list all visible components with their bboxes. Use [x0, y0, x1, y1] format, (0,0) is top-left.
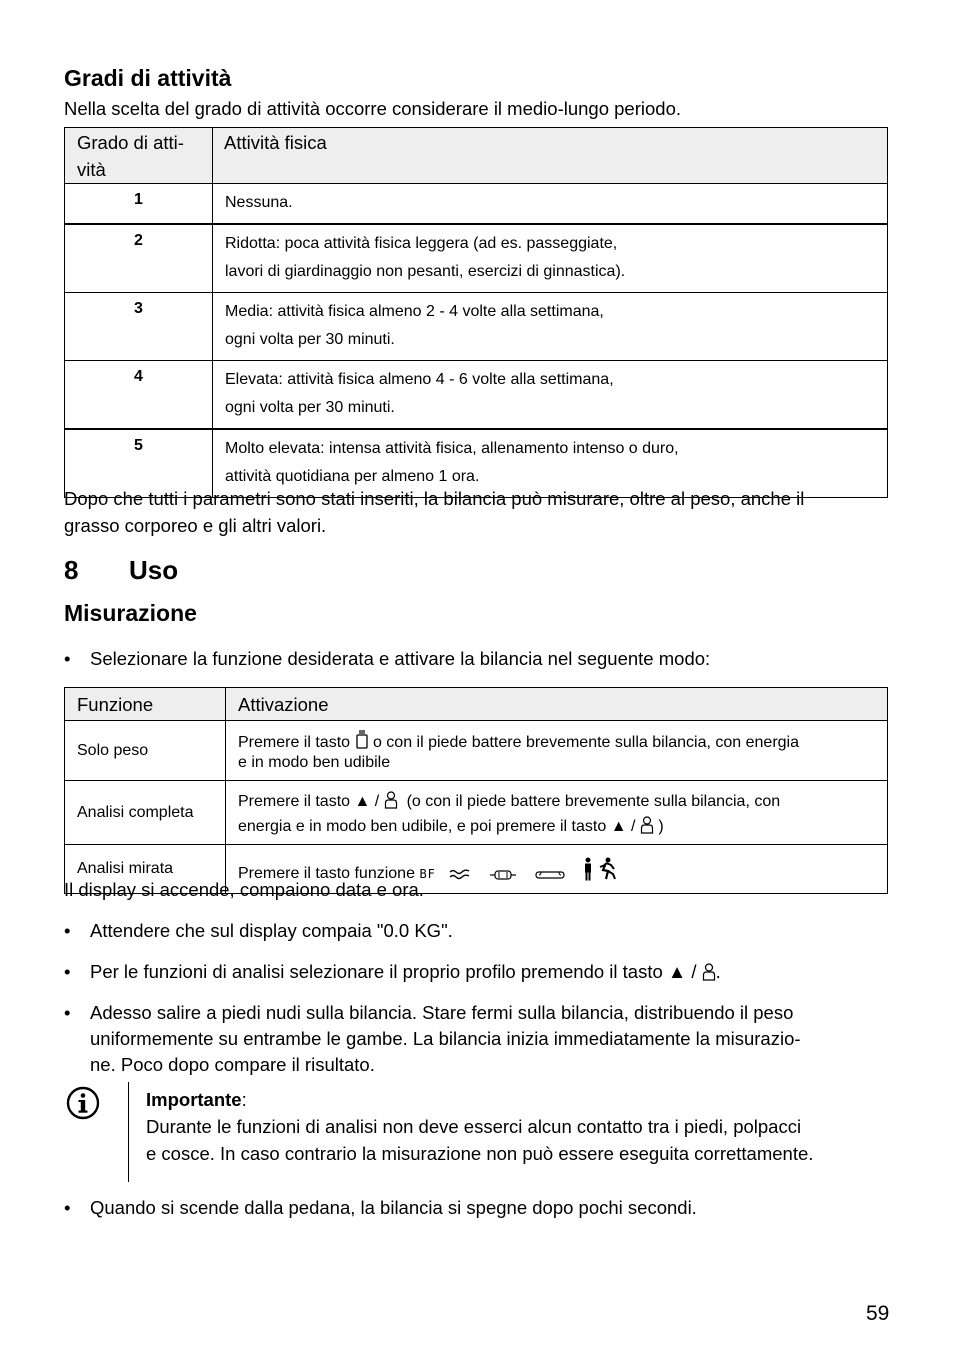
water-icon: [449, 867, 471, 881]
activity-cell: Ridotta: poca attività fisica leggera (ad es. passeggiate, lavori di giardinaggio non pesanti, esercizi di ginnastica).: [213, 224, 888, 293]
bullet-dot: •: [64, 920, 71, 941]
header-grade: Grado di atti- vità: [65, 128, 213, 184]
table-row: [65, 781, 888, 845]
header-activity: Attività fisica: [213, 128, 888, 184]
bullet-dot: •: [64, 1002, 71, 1023]
function-table: [64, 687, 888, 894]
scale-button-icon: [355, 730, 369, 750]
grade-cell: 3: [65, 293, 213, 361]
notice-line: Durante le funzioni di analisi non deve esserci alcun contatto tra i piedi, polpacci: [146, 1116, 802, 1137]
list-item: • Quando si scende dalla pedana, la bilancia si spegne dopo pochi secondi.: [64, 1195, 888, 1221]
user-profile-icon: [640, 816, 654, 834]
list-item: • Adesso salire a piedi nudi sulla bilancia. Stare fermi sulla bilancia, distribuendo il peso uniformemente su entrambe le gambe. La bilancia inizia immediatamente la misurazio- ne. Poco dopo compare il risultato.: [64, 1002, 801, 1075]
running-icon: [597, 857, 617, 881]
function-cell: Analisi completa: [65, 781, 226, 845]
user-profile-icon: [384, 791, 398, 809]
chapter-title: Uso: [129, 555, 179, 585]
user-profile-icon: [702, 963, 716, 981]
bullet-dot: •: [64, 648, 71, 669]
info-icon: [66, 1086, 100, 1120]
muscle-icon: [489, 869, 517, 881]
activity-intro: Nella scelta del grado di attività occorre considerare il medio-lungo periodo.: [64, 98, 681, 119]
subsection-heading: Misurazione: [64, 600, 197, 626]
header-function: Funzione: [65, 688, 226, 721]
grade-cell: 4: [65, 361, 213, 430]
activity-cell: Nessuna.: [213, 184, 888, 225]
table-row: [65, 721, 888, 781]
grade-cell: 1: [65, 184, 213, 225]
bone-icon: [535, 869, 565, 881]
list-item: • Per le funzioni di analisi selezionare il proprio profilo premendo il tasto ▲ / .: [64, 959, 888, 985]
table-row: [65, 184, 888, 225]
activity-cell: Molto elevata: intensa attività fisica, allenamento intenso o duro, attività quotidiana per almeno 1 ora.: [213, 429, 888, 498]
table-row: [65, 293, 888, 361]
table-row: [65, 224, 888, 293]
list-item: • Attendere che sul display compaia "0.0 KG".: [64, 918, 888, 944]
table-row: [65, 361, 888, 430]
list-item: • Selezionare la funzione desiderata e attivare la bilancia nel seguente modo:: [64, 646, 888, 672]
function-cell: Analisi mirata: [65, 845, 226, 894]
notice-box: Importante: Durante le funzioni di analisi non deve esserci alcun contatto tra i piedi, polpacci e cosce. In caso contrario la misurazione non può essere eseguita correttamente.: [146, 1089, 814, 1164]
notice-divider: [128, 1082, 129, 1182]
activity-table-header: [65, 128, 888, 184]
notice-line: e cosce. In caso contrario la misurazione non può essere eseguita correttamente.: [146, 1143, 814, 1164]
display-text: Il display si accende, compaiono data e ora.: [64, 879, 424, 900]
chapter-number: 8: [64, 555, 79, 585]
grade-cell: 5: [65, 429, 213, 498]
bullet-dot: •: [64, 1197, 71, 1218]
function-cell: Solo peso: [65, 721, 226, 781]
activity-table: [64, 127, 888, 498]
person-icon: [583, 857, 593, 881]
activation-cell: Premere il tasto o con il piede battere brevemente sulla bilancia, con energia e in modo ben udibile: [226, 721, 888, 781]
header-activation: Attivazione: [226, 688, 888, 721]
bf-label: BF: [419, 867, 436, 881]
activity-cell: Media: attività fisica almeno 2 - 4 volte alla settimana, ogni volta per 30 minuti.: [213, 293, 888, 361]
function-table-header: [65, 688, 888, 721]
after-table-text: Dopo che tutti i parametri sono stati inseriti, la bilancia può misurare, oltre al peso, anche il grasso corporeo e gli altri valori.: [64, 488, 805, 536]
page-number: 59: [866, 1302, 890, 1325]
activation-cell: Premere il tasto funzione BF: [226, 845, 888, 894]
notice-title: Importante: [146, 1089, 242, 1110]
section-heading-activity: Gradi di attività: [64, 65, 232, 91]
activity-cell: Elevata: attività fisica almeno 4 - 6 volte alla settimana, ogni volta per 30 minuti.: [213, 361, 888, 430]
activation-cell: Premere il tasto ▲ / (o con il piede battere brevemente sulla bilancia, con energia e in modo ben udibile, e poi premere il tasto ▲ / ): [226, 781, 888, 845]
bullet-dot: •: [64, 961, 71, 982]
grade-cell: 2: [65, 224, 213, 293]
